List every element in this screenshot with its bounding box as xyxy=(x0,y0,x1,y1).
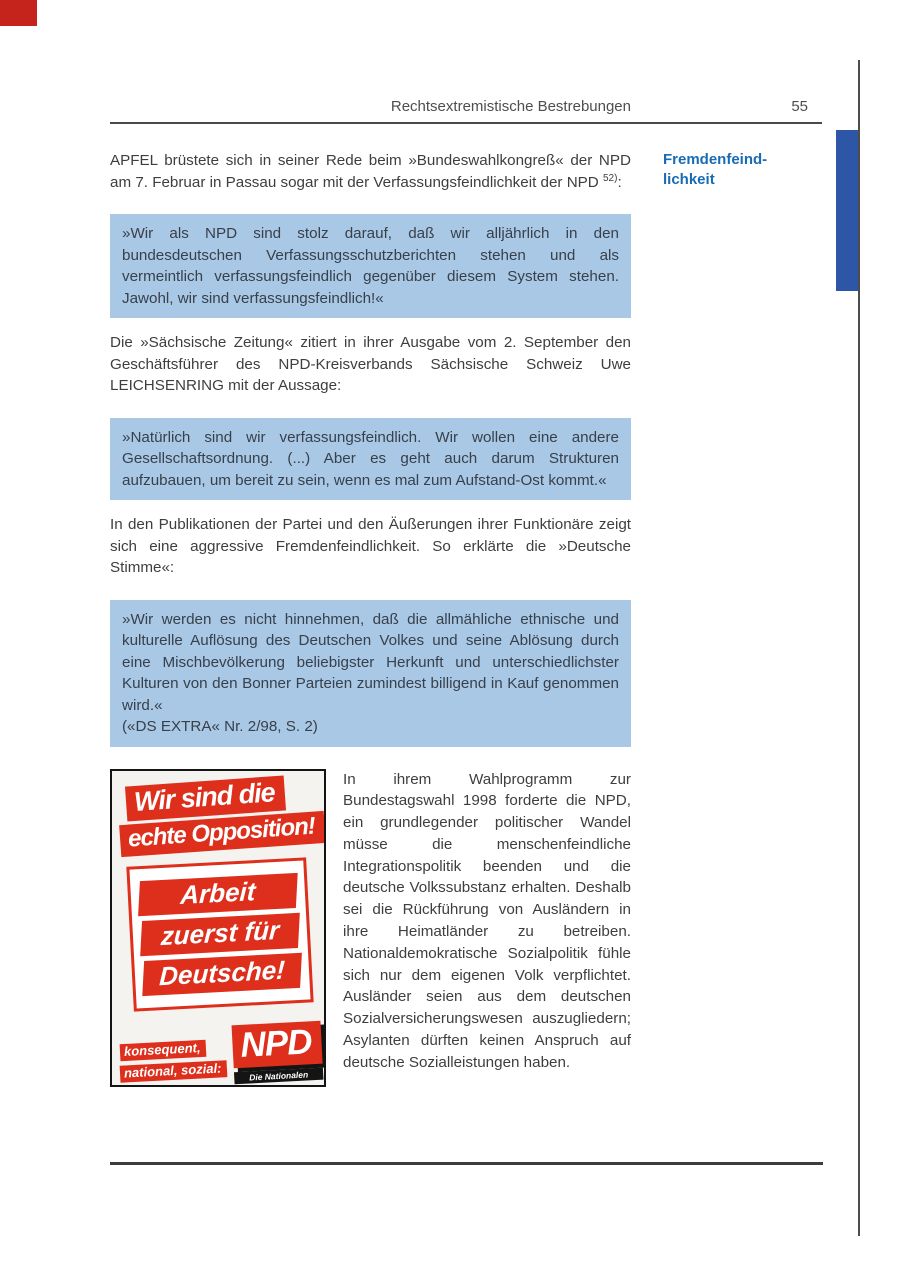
poster-headline-2: echte Opposition! xyxy=(119,810,326,856)
npd-logo xyxy=(231,1020,323,1084)
poster-headline-1: Wir sind die xyxy=(125,775,286,821)
poster-footer-line-1: konsequent, xyxy=(120,1039,206,1060)
chapter-tab-marker xyxy=(836,130,858,291)
paragraph-apfel xyxy=(110,150,631,193)
margin-note-line2: lichkeit xyxy=(663,171,715,188)
poster-footer-line-2: national, sozial: xyxy=(120,1060,227,1083)
quote-box-2 xyxy=(110,418,631,501)
scan-artifact-red-corner xyxy=(0,0,37,26)
margin-note-line1: Fremdenfeind- xyxy=(663,151,768,168)
quote-3-text: »Wir werden es nicht hinnehmen, daß die allmähliche ethnische und kulturelle Auflösung des Deutschen Volkes und seine Ablösung durch eine Mischbevölkerung beliebigster Herkunft und unterschiedlichster Kulturen von den Bonner Parteien zumindest billigend in Kauf genommen wird.« xyxy=(122,610,619,714)
npd-logo-text: NPD xyxy=(231,1020,322,1068)
bottom-rule xyxy=(110,1162,823,1165)
paragraph-apfel-text: APFEL brüstete sich in seiner Rede beim »Bundeswahlkongreß« der NPD am 7. Februar in Passau sogar mit der Verfassungsfeindlichkeit der NPD xyxy=(110,152,631,191)
main-text-column xyxy=(110,134,631,1087)
paragraph-wahlprogramm: In ihrem Wahlprogramm zur Bundestagswahl 1998 forderte die NPD, ein grundlegender politischer Wandel müsse die menschenfeindliche Integrationspolitik beenden und die deutsche Volkssubstanz erhalten. Deshalb sei die Rückführung von Ausländern in ihre Heimatländer zu betreiben. Nationaldemokratische Sozialpolitik fühle sich nur dem eigenen Volk verpflichtet. Ausländer seien aus dem deutschen Sozialversicherungswesen auszugliedern; Asylanten dürften keinen Anspruch auf deutsche Sozialleistungen haben. xyxy=(343,770,631,1071)
page-header xyxy=(110,98,822,124)
poster-and-text-row xyxy=(110,769,631,1087)
paragraph-saechsische-zeitung: Die »Sächsische Zeitung« zitiert in ihrer Ausgabe vom 2. September den Geschäftsführer des NPD-Kreisverbands Sächsische Schweiz Uwe LEICHSENRING mit der Aussage: xyxy=(110,334,631,394)
footnote-marker-52: 52) xyxy=(603,172,618,184)
poster-slogan-2: zuerst für xyxy=(140,912,300,955)
paragraph-publikationen: In den Publikationen der Partei und den Äußerungen ihrer Funktionäre zeigt sich eine aggressive Fremdenfeindlichkeit. So erklärte die »Deutsche Stimme«: xyxy=(110,516,631,576)
quote-2-text: »Natürlich sind wir verfassungsfeindlich. Wir wollen eine andere Gesellschaftsordnung. (...) Aber es geht auch darum Strukturen aufzubauen, um bereit zu sein, wenn es mal zum Aufstand-Ost kommt.« xyxy=(122,428,619,489)
poster-slogan-box xyxy=(126,857,313,1011)
quote-3-source: («DS EXTRA« Nr. 2/98, S. 2) xyxy=(122,718,318,735)
poster-footer xyxy=(120,1023,320,1082)
quote-box-1 xyxy=(110,214,631,318)
quote-box-3 xyxy=(110,600,631,747)
poster-slogan-1: Arbeit xyxy=(138,872,298,915)
poster-slogan-3: Deutsche! xyxy=(142,952,302,995)
poster-footer-lines xyxy=(120,1040,227,1082)
quote-1-text: »Wir als NPD sind stolz darauf, daß wir alljährlich in den bundesdeutschen Verfassungsschutzberichten stehen und als vermeintlich verfassungsfeindlich gegenüber diesem System stehen. Jawohl, wir sind verfassungsfeindlich!« xyxy=(122,225,619,307)
npd-poster-image xyxy=(110,769,326,1087)
page-number: 55 xyxy=(791,98,808,115)
npd-logo-subtitle: Die Nationalen xyxy=(233,1067,322,1084)
page-edge-line xyxy=(858,60,860,1236)
paragraph-apfel-colon: : xyxy=(617,173,622,191)
running-title: Rechtsextremistische Bestrebungen xyxy=(390,98,631,115)
margin-note-fremdenfeindlichkeit xyxy=(663,150,767,190)
